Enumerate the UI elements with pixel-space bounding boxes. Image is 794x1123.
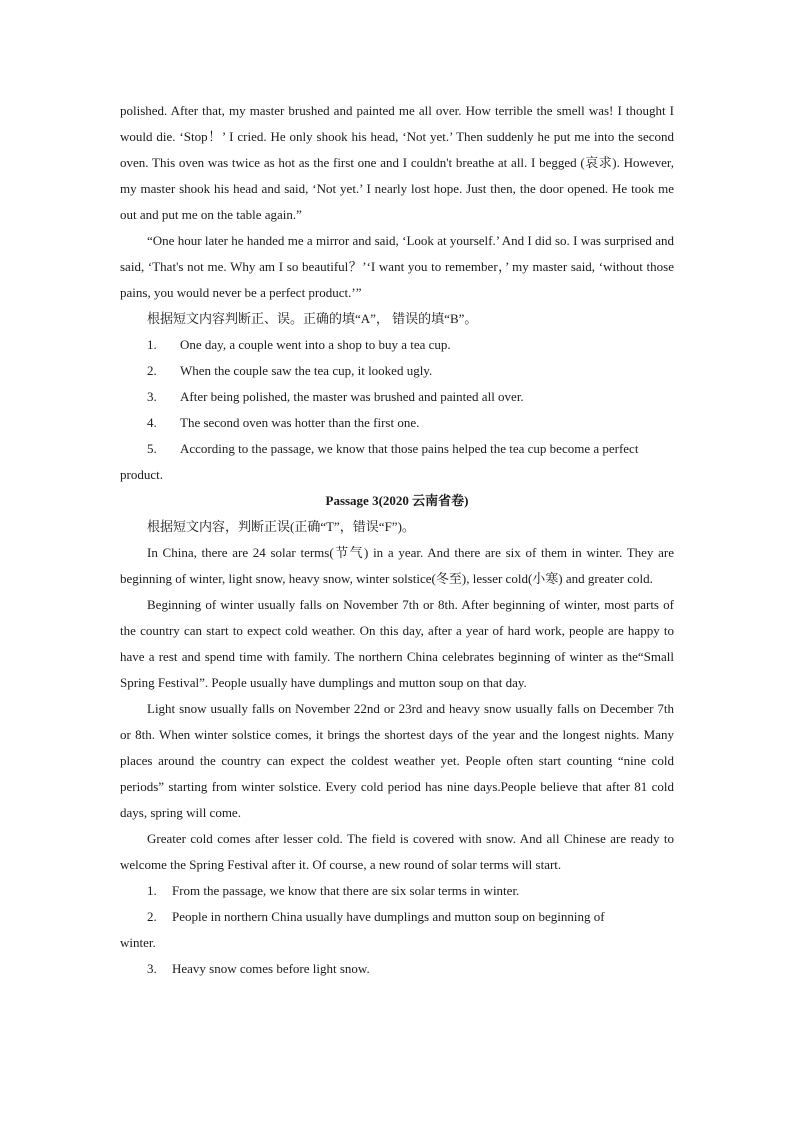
passage3-heading: Passage 3(2020 云南省卷)	[325, 493, 469, 508]
question-number: 5.	[147, 441, 157, 456]
passage2-question-4	[120, 410, 674, 436]
question-text: One day, a couple went into a shop to buy a tea cup.	[180, 337, 451, 352]
passage3-question-1	[120, 878, 674, 904]
passage3-question-3	[120, 956, 674, 982]
passage2-paragraph-2: “One hour later he handed me a mirror and said, ‘Look at yourself.’ And I did so. I was surprised and said, ‘That's not me. Why am I so beautiful？’‘I want you to remember，’ my master said, ‘without those pains, you would never be a perfect product.’”	[120, 233, 674, 300]
passage3-paragraph-3: Light snow usually falls on November 22nd or 23rd and heavy snow usually falls on December 7th or 8th. When winter solstice comes, it brings the shortest days of the year and the longest nights. Many places around the country can expect the coldest weather yet. People often start counting “nine cold periods” starting from winter solstice. Every cold period has nine days.People believe that after 81 cold days, spring will come.	[120, 701, 674, 820]
passage3-paragraph-4: Greater cold comes after lesser cold. The field is covered with snow. And all Chinese are ready to welcome the Spring Festival after it. Of course, a new round of solar terms will start.	[120, 831, 674, 872]
passage2-question-3	[120, 384, 674, 410]
question-number: 3.	[147, 961, 157, 976]
question-text: Heavy snow comes before light snow.	[172, 961, 370, 976]
passage2-question-2	[120, 358, 674, 384]
question-text: The second oven was hotter than the first one.	[180, 415, 420, 430]
passage2-question-1	[120, 332, 674, 358]
question-number: 1.	[147, 883, 157, 898]
document-body	[120, 98, 674, 982]
question-number: 4.	[147, 415, 157, 430]
passage2-paragraph-1: polished. After that, my master brushed and painted me all over. How terrible the smell was! I thought I would die. ‘Stop！’ I cried. He only shook his head, ‘Not yet.’ Then suddenly he put me into the second oven. This oven was twice as hot as the first one and I couldn't breathe at all. I begged (哀求). However, my master shook his head and said, ‘Not yet.’ I nearly lost hope. Just then, the door opened. He took me out and put me on the table again.”	[120, 103, 674, 222]
question-text: People in northern China usually have dumplings and mutton soup on beginning of	[172, 909, 605, 924]
question-text: From the passage, we know that there are six solar terms in winter.	[172, 883, 520, 898]
passage3-instruction: 根据短文内容，判断正误(正确“T”，错误“F”)。	[147, 519, 415, 534]
passage3-paragraph-1: In China, there are 24 solar terms(节气) in a year. And there are six of them in winter. They are beginning of winter, light snow, heavy snow, winter solstice(冬至), lesser cold(小寒) and greater cold.	[120, 545, 674, 586]
question-number: 2.	[147, 909, 157, 924]
question-number: 2.	[147, 363, 157, 378]
question-number: 3.	[147, 389, 157, 404]
passage3-question-2-continuation: winter.	[120, 935, 156, 950]
passage2-question-5-continuation: product.	[120, 467, 163, 482]
question-number: 1.	[147, 337, 157, 352]
passage2-instruction: 根据短文内容判断正、误。正确的填“A”， 错误的填“B”。	[147, 311, 478, 326]
passage3-question-2	[120, 904, 674, 930]
passage2-question-5	[120, 436, 674, 462]
question-text: According to the passage, we know that those pains helped the tea cup become a perfect	[180, 441, 639, 456]
question-text: When the couple saw the tea cup, it looked ugly.	[180, 363, 433, 378]
passage3-paragraph-2: Beginning of winter usually falls on November 7th or 8th. After beginning of winter, most parts of the country can start to expect cold weather. On this day, after a year of hard work, people are happy to have a rest and spend time with family. The northern China celebrates beginning of winter as the“Small Spring Festival”. People usually have dumplings and mutton soup on that day.	[120, 597, 674, 690]
question-text: After being polished, the master was brushed and painted all over.	[180, 389, 524, 404]
